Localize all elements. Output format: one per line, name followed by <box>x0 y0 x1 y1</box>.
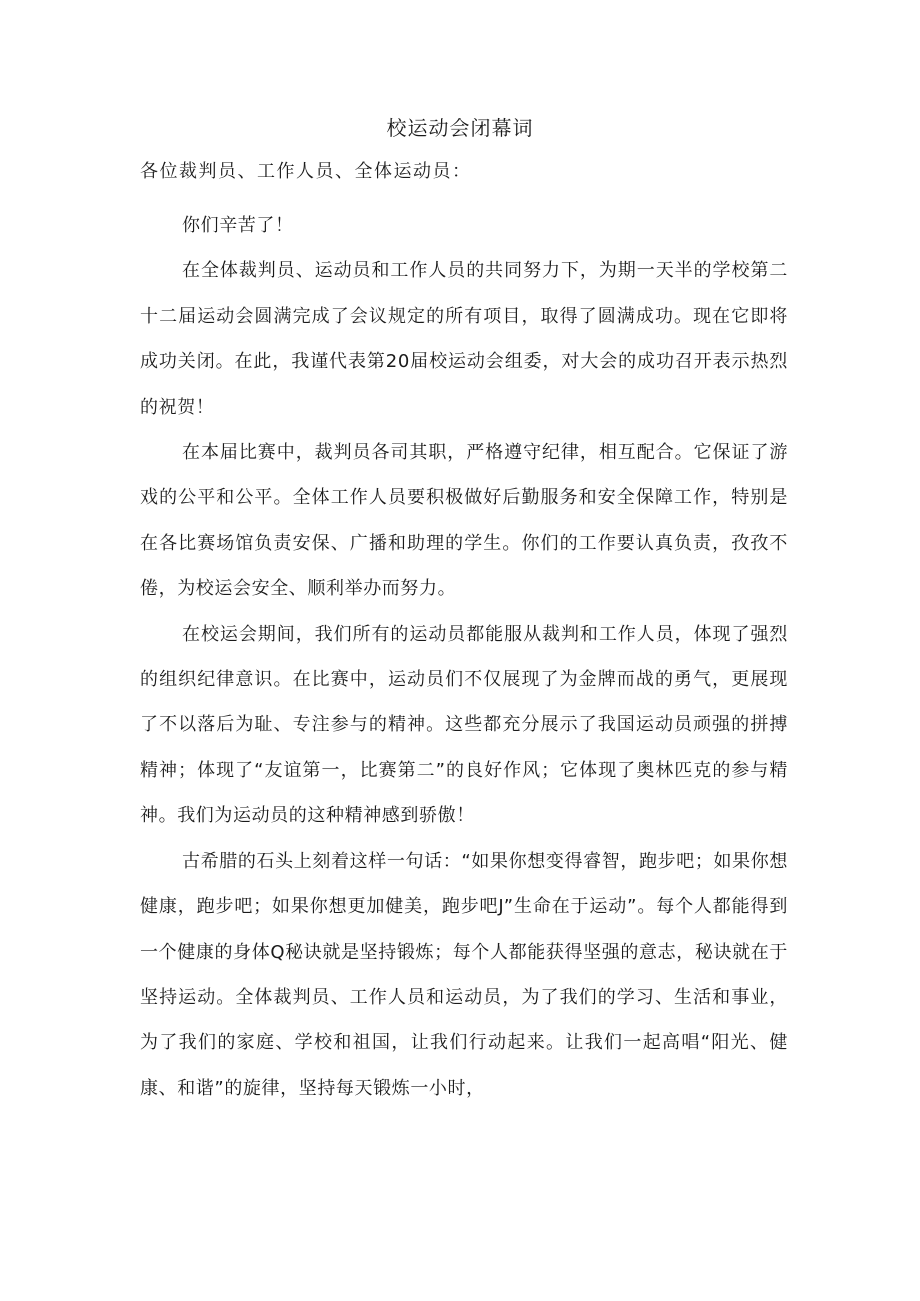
document-title: 校运动会闭幕词 <box>386 116 534 140</box>
paragraph-opening: 在全体裁判员、运动员和工作人员的共同努力下，为期一天半的学校第二十二届运动会圆满完成了会议规定的所有项目，取得了圆满成功。现在它即将成功关闭。在此，我谨代表第20届校运动会组委，对大会的成功召开表示热烈的祝贺！ <box>140 260 788 418</box>
paragraph-exercise-quote: 古希腊的石头上刻着这样一句话：“如果你想变得睿智，跑步吧；如果你想健康，跑步吧；如果你想更加健美，跑步吧J”生命在于运动”。每个人都能得到一个健康的身体Q秘诀就是坚持锻炼；每个人都能获得坚强的意志，秘诀就在于坚持运动。全体裁判员、工作人员和运动员，为了我们的学习、生活和事业，为了我们的家庭、学校和祖国，让我们行动起来。让我们一起高唱“阳光、健康、和谐”的旋律，坚持每天锻炼一小时， <box>140 850 788 1099</box>
salutation: 各位裁判员、工作人员、全体运动员： <box>140 161 472 182</box>
paragraph-greeting: 你们辛苦了！ <box>182 215 294 236</box>
paragraph-referees-staff: 在本届比赛中，裁判员各司其职，严格遵守纪律，相互配合。它保证了游戏的公平和公平。全体工作人员要积极做好后勤服务和安全保障工作，特别是在各比赛场馆负责安保、广播和助理的学生。你们的工作要认真负责，孜孜不倦，为校运会安全、顺利举办而努力。 <box>140 442 788 600</box>
document-body <box>140 203 788 1111</box>
paragraph-athletes: 在校运会期间，我们所有的运动员都能服从裁判和工作人员，体现了强烈的组织纪律意识。在比赛中，运动员们不仅展现了为金牌而战的勇气，更展现了不以落后为耻、专注参与的精神。这些都充分展示了我国运动员顽强的拼搏精神；体现了“友谊第一，比赛第二”的良好作风；它体现了奥林匹克的参与精神。我们为运动员的这种精神感到骄傲！ <box>140 623 788 827</box>
